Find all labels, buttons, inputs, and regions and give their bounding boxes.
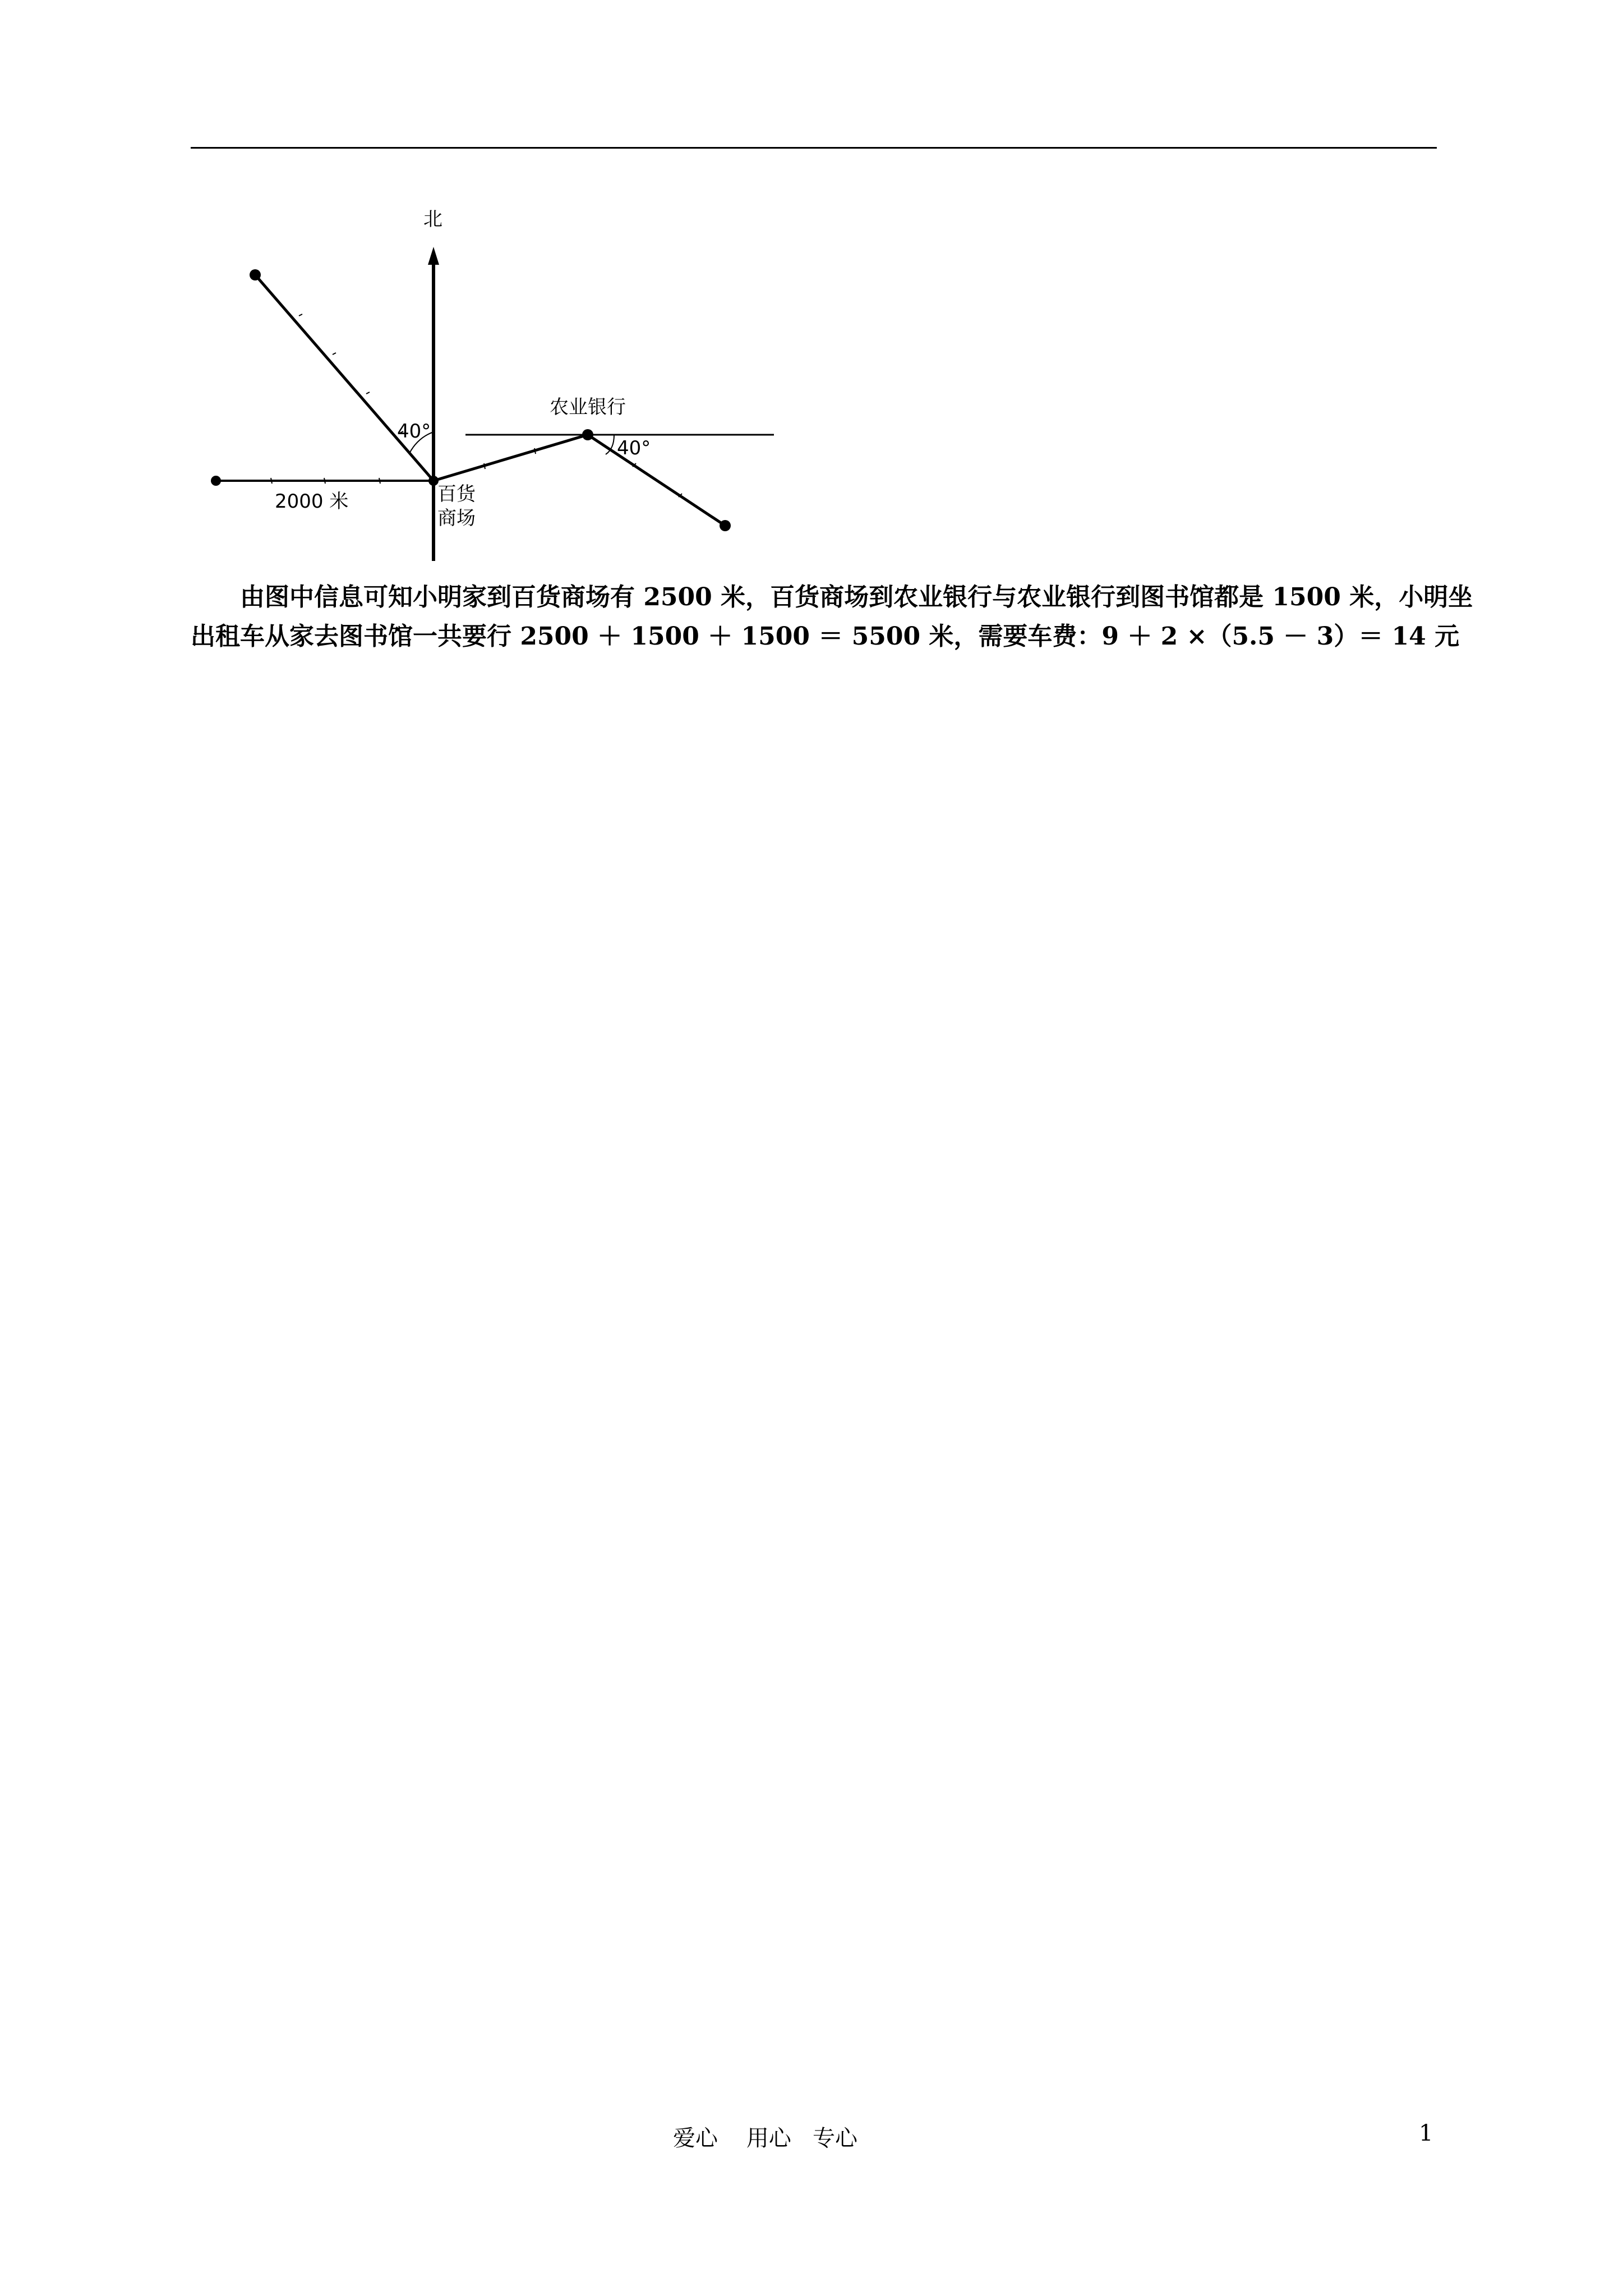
mall-label-line1: 百货 [437,483,476,505]
angle-label-left: 40° [397,420,431,443]
scale-tick [299,314,302,316]
mall-label-line2: 商场 [437,507,476,530]
header-rule [191,147,1437,149]
scale-tick [366,392,370,394]
direction-map-diagram [191,191,808,572]
answer-paragraph: 由图中信息可知小明家到百货商场有 2500 米，百货商场到农业银行与农业银行到图书馆都是 1500 米，小明坐出租车从家去图书馆一共要行 2500 ＋ 1500 ＋ 1500 ＝ 5500 米，需要车费：9 ＋ 2 ×（5.5 － 3）＝ 14 元 [191,583,1473,651]
northwest-route-line [255,275,434,481]
northwest-endpoint [250,269,261,280]
library-point [720,520,731,531]
mall-to-bank-line [434,435,588,481]
footer-motto: 爱心 用心 专心 [673,2125,858,2151]
scale-tick [271,478,272,484]
west-endpoint [211,476,221,486]
scale-tick [333,353,336,355]
distance-label: 2000 米 [275,490,349,513]
answer-text-block [191,578,1475,657]
north-label: 北 [423,208,442,231]
scale-tick [324,478,325,484]
bank-label: 农业银行 [550,396,626,418]
scale-tick [379,478,380,484]
north-arrow-icon [428,247,439,265]
page-number: 1 [1419,2120,1433,2146]
bank-to-library-line [588,435,725,526]
angle-label-right: 40° [617,437,651,459]
